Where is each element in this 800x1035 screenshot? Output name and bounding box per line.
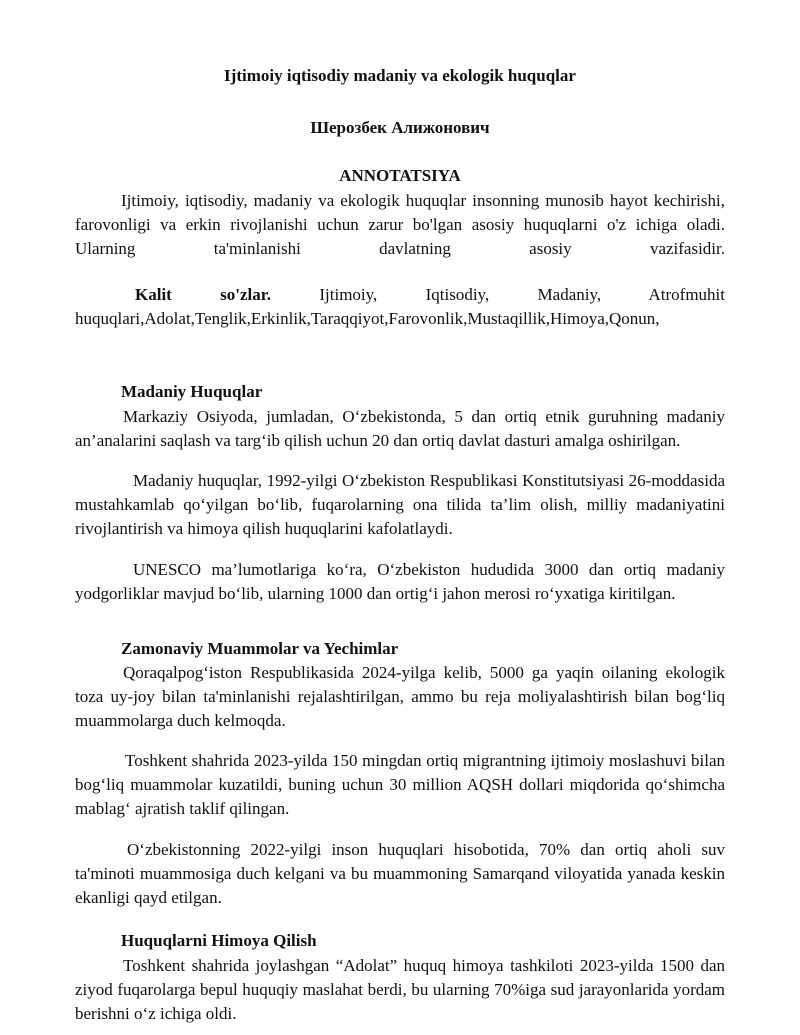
annotation-heading: ANNOTATSIYA: [339, 166, 461, 185]
keywords-paragraph: [75, 283, 725, 331]
keywords-label: Kalit so'zlar.: [135, 285, 272, 304]
section-heading-modern-problems: Zamonaviy Muammolar va Yechimlar: [121, 639, 399, 658]
section-paragraph: Toshkent shahrida 2023-yilda 150 mingdan ortiq migrantning ijtimoiy moslashuvi bilan bog‘liq muammolar kuzatildi, buning uchun 30 million AQSH dollari miqdorida qo‘shimcha mablag‘ ajratish taklif qilingan.: [75, 751, 725, 818]
document-title: Ijtimoiy iqtisodiy madaniy va ekologik huquqlar: [224, 66, 576, 85]
section-paragraph: Qoraqalpog‘iston Respublikasida 2024-yilga kelib, 5000 ga yaqin oilaning ekologik toza uy-joy bilan ta'minlanishi rejalashtirilgan, ammo bu reja moliyalashtirish bilan bog‘liq muammolarga duch kelmoqda.: [75, 663, 725, 730]
section-paragraph: UNESCO ma’lumotlariga ko‘ra, O‘zbekiston hududida 3000 dan ortiq madaniy yodgorliklar mavjud bo‘lib, ularning 1000 dan ortig‘i jahon merosi ro‘yxatiga kiritilgan.: [75, 560, 725, 603]
section-heading-rights-protection: Huquqlarni Himoya Qilish: [121, 931, 317, 950]
section-paragraph: Markaziy Osiyoda, jumladan, O‘zbekistonda, 5 dan ortiq etnik guruhning madaniy an’analarini saqlash va targ‘ib qilish uchun 20 dan ortiq davlat dasturi amalga oshirilgan.: [75, 407, 725, 450]
author-name: Шерозбек Алижонович: [310, 118, 490, 137]
section-paragraph: O‘zbekistonning 2022-yilgi inson huquqlari hisobotida, 70% dan ortiq aholi suv ta'minoti muammosiga duch kelgani va bu muammoning Samarqand viloyatida yanada keskin ekanligi qayd etilgan.: [75, 840, 725, 907]
section-paragraph: Madaniy huquqlar, 1992-yilgi O‘zbekiston Respublikasi Konstitutsiyasi 26-moddasida mustahkamlab qo‘yilgan bo‘lib, fuqarolarning ona tilida ta’lim olish, milliy madaniyatini rivojlantirish va himoya qilish huquqlarini kafolatlaydi.: [75, 471, 725, 538]
keywords-text: Ijtimoiy, Iqtisodiy, Madaniy, Atrofmuhit huquqlari,Adolat,Tenglik,Erkinlik,Taraqqiyot,Farovonlik,Mustaqillik,Himoya,Qonun,: [75, 285, 725, 328]
section-heading-cultural-rights: Madaniy Huquqlar: [121, 382, 263, 401]
section-paragraph: Toshkent shahrida joylashgan “Adolat” huquq himoya tashkiloti 2023-yilda 1500 dan ziyod fuqarolarga bepul huquqiy maslahat berdi, bu ularning 70%iga sud jarayonlarida yordam berishni o‘z ichiga oldi.: [75, 956, 725, 1023]
annotation-paragraph: Ijtimoiy, iqtisodiy, madaniy va ekologik huquqlar insonning munosib hayot kechirishi, farovonligi va erkin rivojlanishi uchun zarur bo'lgan asosiy huquqlarni o'z ichiga oladi. Ularning ta'minlanishi davlatning asosiy vazifasidir.: [75, 191, 725, 258]
